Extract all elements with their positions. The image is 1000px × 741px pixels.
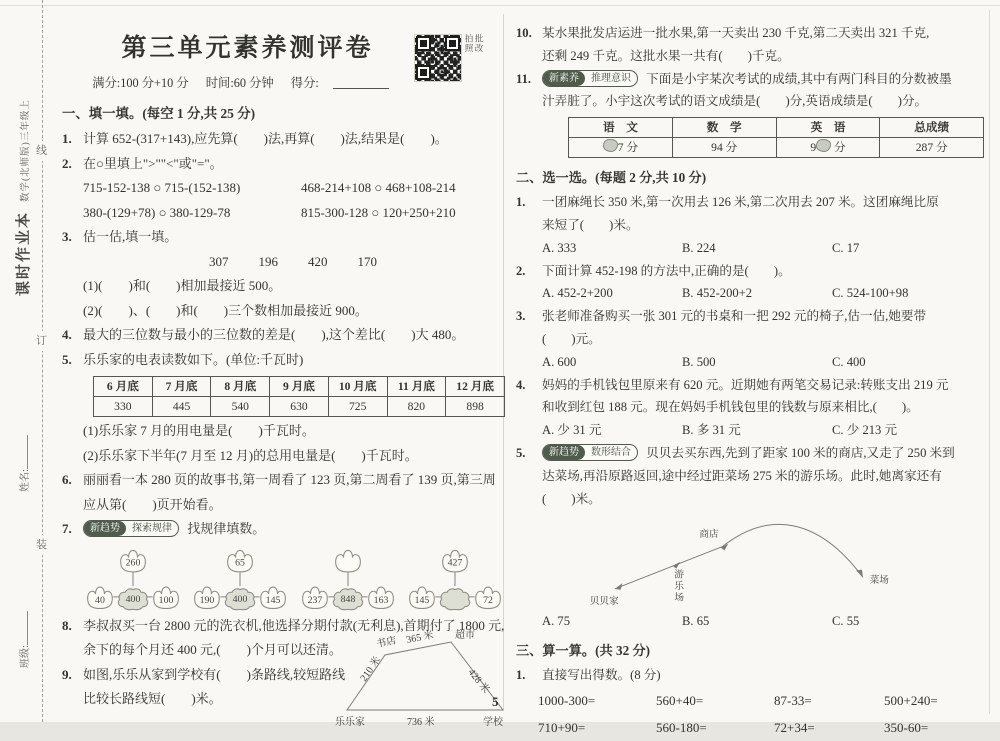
question-text: 估一估,填一填。 (83, 229, 178, 244)
badge-dark-label: 新趋势 (84, 521, 126, 536)
question-number: 11. (516, 71, 532, 86)
option-b: B. 多 31 元 (682, 423, 741, 438)
section2-heading: 二、选一选。(每题 2 分,共 10 分) (516, 170, 707, 186)
question-number: 6. (62, 472, 72, 487)
route-map-figure (335, 630, 513, 730)
question-text: 下面计算 452-198 的方法中,正确的是( )。 (542, 263, 791, 278)
choice-1 (516, 191, 984, 259)
question-text: 妈妈的手机钱包里原来有 620 元。近期她有两笔交易记录:转账支出 219 元 (542, 377, 949, 392)
oral-calc-grid (516, 687, 984, 741)
question-number: 4. (516, 377, 526, 392)
question-text: 某水果批发店运进一批水果,第一天卖出 230 千克,第二天卖出 321 千克, (542, 26, 930, 40)
calc-expr: 350-60= (884, 719, 929, 735)
question-2 (62, 152, 505, 226)
meter-month: 6 月底 (94, 377, 153, 397)
score-label: 得分: (290, 76, 319, 90)
book-brand (12, 99, 33, 296)
book-brand-title: 课时作业本 (16, 210, 32, 296)
estimate-number: 196 (258, 253, 278, 269)
option-b: B. 65 (682, 614, 710, 629)
svg-text:书店: 书店 (375, 634, 398, 650)
sub-question: (1)乐乐家 7 月的用电量是( )千瓦时。 (83, 423, 315, 438)
meter-table (93, 376, 505, 417)
meter-month: 7 月底 (152, 377, 211, 397)
score-table-value-row (569, 138, 984, 158)
badge-light-label: 推理意识 (591, 72, 631, 84)
walk-route-figure (570, 510, 900, 610)
svg-text:65: 65 (235, 557, 246, 569)
score-table (568, 117, 984, 158)
svg-text:190: 190 (199, 594, 215, 606)
qr-caption: 拍照批改 (464, 34, 484, 53)
question-number: 5. (516, 445, 526, 460)
question-11 (516, 68, 984, 161)
meter-reading: 330 (94, 397, 153, 417)
right-column (516, 22, 984, 741)
option-c: C. 少 213 元 (832, 423, 898, 438)
svg-text:365 米: 365 米 (405, 629, 435, 646)
question-text: 找规律填数。 (187, 521, 266, 536)
option-a: A. 452-2+200 (542, 286, 613, 301)
header (62, 30, 505, 70)
option-a: A. 75 (542, 614, 570, 629)
question-number: 4. (62, 327, 72, 342)
meter-month: 10 月底 (328, 377, 387, 397)
svg-text:163: 163 (373, 594, 389, 606)
svg-text:400: 400 (125, 593, 141, 605)
svg-text:848: 848 (340, 593, 356, 605)
binding-char: 订 (36, 331, 47, 351)
option-c: C. 55 (832, 614, 860, 629)
calc-expr: 1000-300= (538, 692, 596, 708)
options-row (542, 237, 984, 260)
question-number: 9. (62, 666, 72, 682)
svg-text:260: 260 (125, 557, 141, 569)
flower-group-3 (298, 544, 398, 614)
page-edge (0, 5, 1000, 6)
chinese-score-cell: 7 分 (569, 138, 673, 158)
meter-month: 8 月底 (211, 377, 270, 397)
subject-header: 数 学 (672, 118, 776, 138)
options-row (542, 419, 984, 442)
sub-question: (1)( )和( )相加最接近 500。 (83, 278, 282, 293)
option-b: B. 500 (682, 354, 716, 369)
estimate-number: 420 (308, 253, 328, 269)
badge-light-label: 数形结合 (591, 446, 631, 458)
meter-reading: 630 (270, 397, 329, 417)
question-text: 如图,乐乐从家到学校有( )条路线,较短路线 (83, 666, 346, 682)
question-5 (62, 348, 505, 469)
question-text: 达菜场,再沿原路返回,途中经过距菜场 275 米的游乐场。此时,她离家还有 (542, 468, 942, 483)
svg-text:100: 100 (158, 594, 174, 606)
class-field (16, 611, 31, 668)
meter-reading: 898 (446, 397, 505, 417)
english-score-cell: 9 分 (776, 138, 880, 158)
option-b: B. 224 (682, 240, 716, 255)
question-10 (516, 22, 984, 68)
question-number: 2. (516, 263, 526, 278)
score-blank (333, 75, 389, 89)
calc-expr: 560-180= (656, 719, 707, 735)
comparison-row (83, 201, 505, 226)
svg-text:736 米: 736 米 (407, 716, 435, 728)
question-text: ( )米。 (542, 491, 601, 506)
calc-expr: 72+34= (774, 719, 815, 735)
badge-light-label: 探索规律 (132, 523, 172, 534)
calc-expr: 87-33= (774, 692, 812, 708)
question-text: 李叔叔买一台 2800 元的洗衣机,他选择分期付款(无利息),首期付了 1800 元, (83, 617, 505, 633)
question-text: 下面是小宇某次考试的成绩,其中有两门科目的分数被墨 (646, 71, 952, 86)
question-8-9-block (62, 614, 505, 728)
comparison-expr: 380-(129+78) ○ 380-129-78 (83, 204, 231, 220)
subject-header: 英 语 (776, 118, 880, 138)
binding-char: 装 (36, 535, 47, 555)
option-a: A. 600 (542, 354, 577, 369)
option-a: A. 333 (542, 240, 577, 255)
svg-text:40: 40 (95, 594, 105, 606)
badge-dark-label: 新素养 (543, 71, 585, 86)
flower-group-1 (83, 544, 183, 614)
question-number: 1. (62, 131, 72, 146)
question-text: 直接写出得数。(8 分) (542, 668, 661, 683)
svg-text:428 米: 428 米 (465, 666, 492, 696)
question-text: 还剩 249 千克。这批水果一共有( )千克。 (542, 48, 790, 63)
question-text: 汁弄脏了。小宇这次考试的语文成绩是( )分,英语成绩是( )分。 (542, 94, 928, 109)
sub-question: (2)乐乐家下半年(7 月至 12 月)的总用电量是( )千瓦时。 (83, 447, 418, 463)
svg-text:游: 游 (674, 569, 685, 581)
time-limit: 时间:60 分钟 (205, 76, 274, 90)
calc-expr: 500+240= (884, 692, 938, 708)
trend-badge (542, 444, 638, 461)
question-number: 1. (516, 195, 526, 210)
comparison-expr: 468-214+108 ○ 468+108-214 (301, 180, 456, 195)
meter-reading: 725 (328, 397, 387, 417)
choice-5 (516, 442, 984, 633)
question-number: 10. (516, 26, 532, 40)
svg-text:427: 427 (447, 557, 463, 569)
comparison-expr: 815-300-128 ○ 120+250+210 (301, 204, 456, 220)
ink-blot (816, 139, 831, 152)
question-6 (62, 468, 505, 517)
option-b: B. 452-200+2 (682, 286, 753, 301)
svg-text:场: 场 (674, 592, 685, 604)
option-c: C. 17 (832, 240, 860, 255)
subject-header: 语 文 (569, 118, 673, 138)
svg-text:400: 400 (232, 593, 248, 605)
question-4 (62, 323, 505, 348)
question-text: 一团麻绳长 350 米,第一次用去 126 米,第二次用去 207 米。这团麻绳比原 (542, 195, 939, 210)
name-label: 姓名: (20, 469, 31, 492)
estimate-numbers (83, 250, 505, 275)
question-text: 乐乐家的电表读数如下。(单位:千瓦时) (83, 351, 304, 367)
meter-month: 9 月底 (270, 377, 329, 397)
qr-block (414, 34, 484, 82)
page-number: 5 (492, 694, 499, 709)
question-text: 贝贝去买东西,先到了距家 100 米的商店,又走了 250 米到 (646, 445, 955, 460)
options-row (542, 610, 984, 633)
svg-text:菜场: 菜场 (869, 575, 889, 587)
options-row (542, 351, 984, 374)
question-text: 丽丽看一本 280 页的故事书,第一周看了 123 页,第二周看了 139 页,第三周 (83, 472, 496, 487)
flower-group-4 (405, 544, 505, 614)
meter-table-value-row (94, 397, 505, 417)
math-score-cell: 94 分 (672, 138, 776, 158)
name-field (16, 435, 31, 492)
question-number: 3. (516, 309, 526, 324)
exam-title: 第三单元素养测评卷 (121, 35, 374, 62)
svg-text:145: 145 (414, 594, 430, 606)
meter-reading: 445 (152, 397, 211, 417)
question-text: 计算 652-(317+143),应先算( )法,再算( )法,结果是( )。 (83, 131, 448, 146)
question-text: 张老师准备购买一张 301 元的书桌和一把 292 元的椅子,估一估,她要带 (542, 309, 927, 324)
svg-text:237: 237 (307, 594, 322, 606)
question-text: 应从第( )页开始看。 (83, 496, 222, 512)
ink-blot (603, 139, 618, 152)
question-7 (62, 517, 505, 614)
meter-reading: 540 (211, 397, 270, 417)
full-score: 满分:100 分+10 分 (92, 76, 189, 90)
question-text: ( )元。 (542, 331, 601, 346)
comparison-row (83, 176, 505, 201)
choice-3 (516, 305, 984, 373)
question-number: 5. (62, 351, 72, 367)
binding-line (42, 0, 43, 722)
question-number: 7. (62, 521, 72, 536)
question-text: 和收到红包 188 元。现在妈妈手机钱包里的钱数与原来相比,( )。 (542, 400, 919, 415)
option-c: C. 524-100+98 (832, 286, 909, 301)
meter-table-header-row (94, 377, 505, 397)
meter-month: 11 月底 (387, 377, 446, 397)
svg-text:商店: 商店 (699, 529, 719, 541)
section1-heading: 一、填一填。(每空 1 分,共 25 分) (62, 106, 256, 121)
total-score-cell: 287 分 (880, 138, 984, 158)
question-number: 3. (62, 229, 72, 244)
flower-group-2 (190, 544, 290, 614)
subject-header: 总成绩 (880, 118, 984, 138)
oral-calc (516, 664, 984, 687)
badge-dark-label: 新趋势 (543, 445, 585, 460)
estimate-number: 170 (357, 253, 377, 269)
literacy-badge (542, 70, 638, 87)
question-number: 8. (62, 617, 72, 633)
class-blank (17, 611, 28, 645)
question-text: 最大的三位数与最小的三位数的差是( ),这个差比( )大 480。 (83, 327, 465, 342)
svg-text:72: 72 (483, 594, 493, 606)
meter-reading: 820 (387, 397, 446, 417)
option-c: C. 400 (832, 354, 866, 369)
question-1 (62, 127, 505, 152)
question-number: 2. (62, 155, 72, 171)
page-edge (989, 10, 990, 714)
question-text: 在○里填上">""<"或"="。 (83, 155, 223, 171)
book-brand-subtitle: 数学(北师版)三年级上 (21, 99, 31, 202)
svg-text:贝贝家: 贝贝家 (589, 596, 619, 608)
question-3 (62, 225, 505, 323)
left-column (62, 30, 505, 728)
name-blank (17, 435, 28, 469)
trend-badge (83, 520, 179, 537)
choice-4 (516, 374, 984, 442)
binding-char: 线 (36, 141, 47, 161)
class-label: 班级: (20, 645, 31, 668)
question-number: 1. (516, 668, 526, 683)
comparison-expr: 715-152-138 ○ 715-(152-138) (83, 180, 241, 195)
options-row (542, 282, 984, 305)
question-text: 余下的每个月还 400 元,( )个月可以还清。 (83, 642, 342, 657)
question-text: 比较长路线短( )米。 (83, 691, 222, 706)
question-text: 来短了( )米。 (542, 217, 639, 232)
section3-heading: 三、算一算。(共 32 分) (516, 643, 651, 659)
score-table-header-row (569, 118, 984, 138)
flower-pattern-row (83, 544, 505, 614)
svg-text:145: 145 (266, 594, 281, 606)
meter-month: 12 月底 (446, 377, 505, 397)
sub-question: (2)( )、( )和( )三个数相加最接近 900。 (83, 302, 368, 318)
svg-text:学校: 学校 (483, 716, 503, 728)
estimate-number: 307 (209, 253, 229, 269)
calc-expr: 560+40= (656, 692, 704, 708)
qr-code-icon (414, 34, 462, 82)
svg-text:超市: 超市 (455, 629, 475, 641)
calc-expr: 710+90= (538, 719, 586, 735)
option-a: A. 少 31 元 (542, 423, 602, 438)
svg-text:乐: 乐 (674, 581, 685, 593)
svg-text:乐乐家: 乐乐家 (335, 716, 365, 728)
svg-text:210 米: 210 米 (358, 654, 384, 684)
choice-2 (516, 260, 984, 306)
